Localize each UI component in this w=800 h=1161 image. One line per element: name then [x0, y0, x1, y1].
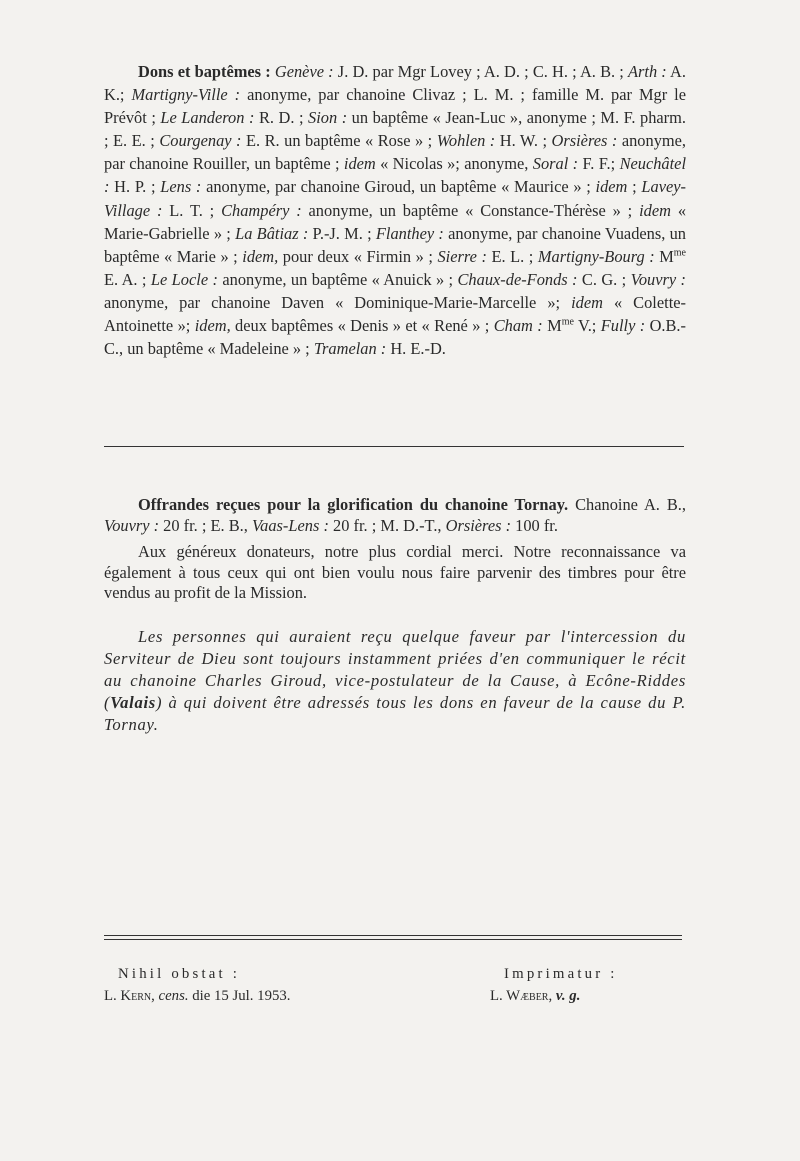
- text-run: Chanoine A. B.,: [568, 495, 686, 514]
- nihil-obstat-block: [104, 963, 290, 1007]
- nihil-obstat-date: die 15 Jul. 1953.: [188, 988, 291, 1004]
- text-run: anonyme, par chanoine Daven « Dominique-Marie-Marcelle »;: [104, 292, 572, 312]
- dons-title: Dons et baptêmes :: [138, 62, 271, 81]
- text-run: anonyme, par chanoine Clivaz ; L. M. ; famille M. par Mgr le Prévôt ;: [104, 85, 686, 128]
- text-run: O.B.-C., un baptême « Madeleine » ;: [104, 316, 686, 359]
- text-run: R. D. ;: [254, 108, 309, 128]
- text-run: Lens :: [160, 177, 202, 197]
- text-run: anonyme, par chanoine Giroud, un baptême « Maurice » ;: [201, 177, 596, 197]
- merci-paragraph: [104, 542, 686, 604]
- text-run: Arth :: [628, 62, 667, 81]
- text-run: A. K.;: [104, 62, 686, 105]
- text-run: 20 fr. ; E. B.,: [159, 516, 252, 535]
- text-run: me: [561, 316, 574, 328]
- text-run: Fully :: [600, 316, 646, 336]
- text-run: « Nicolas »; anonyme,: [375, 154, 533, 174]
- text-run: Sion :: [308, 108, 348, 128]
- text-run: H. W. ;: [495, 131, 552, 151]
- text-run: La Bâtiaz :: [235, 223, 309, 243]
- text-run: Orsières :: [445, 516, 512, 535]
- text-run: me: [673, 247, 686, 259]
- offrandes-paragraph: [104, 494, 686, 536]
- text-run: « Colette-Antoinette »;: [104, 292, 686, 336]
- text-run: Wohlen :: [436, 131, 496, 151]
- text-run: H. P. ;: [109, 177, 161, 197]
- text-run: Vouvry :: [630, 269, 686, 289]
- text-run: H. E.-D.: [386, 339, 446, 359]
- text-run: Vaas-Lens :: [251, 516, 329, 535]
- text-run: 100 fr.: [511, 516, 558, 535]
- text-run: anonyme, par chanoine Rouiller, un baptême ;: [104, 131, 687, 174]
- text-run: Flanthey :: [375, 223, 444, 243]
- text-run: « Marie-Gabrielle » ;: [104, 200, 687, 243]
- imprimatur-signatory: [490, 985, 618, 1007]
- text-run: Les personnes qui auraient reçu quelque faveur par l'intercession du Serviteur de Dieu sont toujours instamment priées d'en communiquer le récit au chanoine Charles Giroud, vice-postulateur de la Cause, à Ecône-Riddes (: [104, 627, 686, 712]
- text-run: idem: [571, 292, 603, 312]
- text-run: ;: [627, 177, 642, 197]
- text-run: Courgenay :: [159, 131, 242, 151]
- text-run: Le Landeron :: [160, 108, 255, 128]
- text-run: Vouvry :: [104, 516, 160, 535]
- imprimatur-name: L. Wæber,: [490, 988, 553, 1004]
- text-run: un baptême « Jean-Luc », anonyme ; M. F. pharm. ; E. E. ;: [104, 108, 686, 151]
- offrandes-title: Offrandes reçues pour la glorification du chanoine Tornay.: [138, 495, 569, 514]
- text-run: idem: [639, 200, 671, 220]
- text-run: L. T. ;: [162, 200, 222, 220]
- nihil-obstat-name: L. Kern,: [104, 988, 155, 1004]
- nihil-obstat-title: cens.: [158, 988, 189, 1004]
- text-run: Cham :: [493, 316, 543, 336]
- text-run: deux baptêmes « Denis » et « René » ;: [230, 316, 494, 336]
- text-run: Tramelan :: [313, 339, 387, 359]
- text-run: J. D. par Mgr Lovey ; A. D. ; C. H. ; A. B. ;: [333, 62, 628, 81]
- dons-body: [104, 62, 686, 358]
- double-rule: [104, 935, 682, 940]
- text-run: M: [542, 316, 562, 336]
- text-run: Valais: [110, 693, 156, 712]
- text-run: Champéry :: [221, 200, 302, 220]
- text-run: idem: [595, 177, 628, 197]
- text-run: M: [654, 246, 674, 266]
- text-run: C. G. ;: [577, 269, 631, 289]
- text-run: Neuchâtel :: [104, 154, 687, 197]
- merci-text: Aux généreux donateurs, notre plus cordial merci. Notre reconnaissance va également à tous ceux qui ont bien voulu nous faire parvenir des timbres pour être vendus au profit de la Mission.: [104, 542, 686, 602]
- text-run: idem,: [242, 246, 279, 266]
- text-run: anonyme, un baptême « Anuick » ;: [217, 269, 458, 289]
- imprimatur-block: [490, 963, 618, 1007]
- notice-text: [104, 626, 686, 736]
- text-run: idem: [343, 154, 376, 174]
- text-run: Martigny-Bourg :: [537, 246, 655, 266]
- text-run: 20 fr. ; M. D.-T.,: [328, 516, 446, 535]
- text-run: E. L. ;: [486, 246, 538, 266]
- text-run: V.;: [573, 316, 601, 336]
- dons-paragraph: [104, 60, 686, 360]
- text-run: E. R. un baptême « Rose » ;: [241, 131, 437, 151]
- text-run: Lavey-Village :: [104, 177, 687, 220]
- text-run: Le Locle :: [150, 269, 218, 289]
- text-run: pour deux « Firmin » ;: [278, 246, 438, 266]
- text-run: Sierre :: [437, 246, 487, 266]
- text-run: Orsières :: [551, 131, 618, 151]
- imprimatur-suffix: v. g.: [555, 988, 581, 1004]
- text-run: idem,: [194, 316, 231, 336]
- text-run: anonyme, un baptême « Constance-Thérèse » ;: [301, 200, 640, 220]
- text-run: anonyme, par chanoine Vuadens, un baptême « Marie » ;: [104, 223, 686, 266]
- nihil-obstat-label: Nihil obstat :: [118, 966, 241, 982]
- text-run: Genève :: [274, 62, 334, 81]
- imprimatur-label: Imprimatur :: [504, 966, 618, 982]
- text-run: F. F.;: [578, 154, 620, 174]
- text-run: Chaux-de-Fonds :: [457, 269, 578, 289]
- text-run: P.-J. M. ;: [308, 223, 376, 243]
- nihil-obstat-signatory: [104, 985, 290, 1007]
- text-run: E. A. ;: [104, 269, 151, 289]
- section-divider: [104, 446, 684, 447]
- text-run: Martigny-Ville :: [131, 85, 241, 105]
- notice-paragraph: [104, 626, 686, 736]
- text-run: Soral :: [532, 154, 579, 174]
- text-run: ) à qui doivent être adressés tous les dons en faveur de la cause du P. Tornay.: [104, 693, 686, 734]
